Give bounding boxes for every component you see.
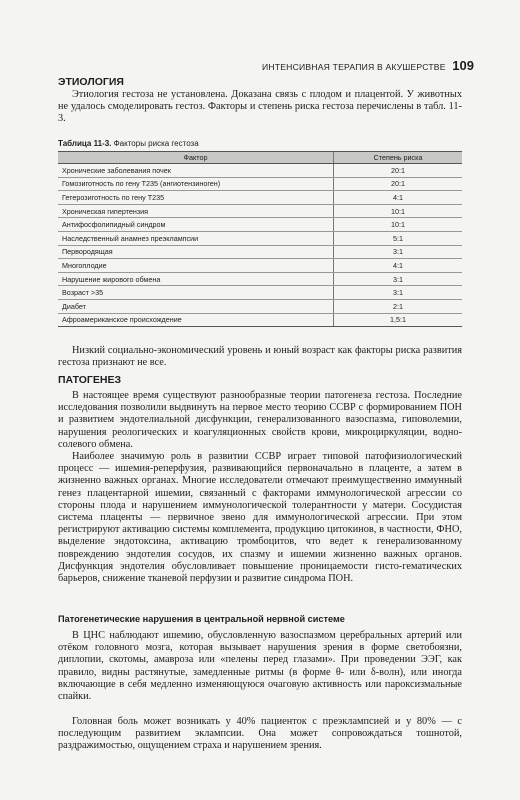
table-row bbox=[58, 245, 462, 259]
table-caption-label: Таблица 11-3. bbox=[58, 139, 112, 148]
running-header bbox=[262, 58, 474, 73]
cns-subheading: Патогенетические нарушения в центральной нервной системе bbox=[58, 614, 345, 624]
col-header-factor: Фактор bbox=[58, 152, 334, 164]
risk-cell: 2:1 bbox=[334, 299, 463, 313]
factor-cell: Хроническая гипертензия bbox=[58, 204, 334, 218]
table-row bbox=[58, 272, 462, 286]
factor-cell: Диабет bbox=[58, 299, 334, 313]
risk-cell: 4:1 bbox=[334, 259, 463, 273]
risk-cell: 4:1 bbox=[334, 191, 463, 205]
table-header-row bbox=[58, 152, 462, 164]
table-row bbox=[58, 191, 462, 205]
pathogenesis-paragraph-2: Наиболее значимую роль в развитии ССВР играет типовой патофизиологический процесс — ишемия-реперфузия, развивающийся первоначально в плаценте, а затем в жизненно важных органах. Многие исследователи отмечают преимущественно иммунный генез плацентарной ишемии, связанный с факторами иммунологической агрессии со стороны плода и нарушением иммунологической толерантности у матери. Сосудистая система плаценты — первичное звено для иммунологической агрессии. При этом регистрируют активацию системы комплемента, продукцию цитокинов, в частности, ФНО, выделение эндотоксина, активацию тромбоцитов, что ведет к генерализованному повреждению эндотелия сосудов, их спазму и ишемии жизненно важных органов. Дисфункция эндотелия обусловливает повышение проницаемости гисто-гематических барьеров, снижение тканевой перфузии и развитие синдрома ПОН. bbox=[58, 451, 462, 585]
table-caption bbox=[58, 139, 199, 148]
factor-cell: Афроамериканское происхождение bbox=[58, 313, 334, 327]
table-row bbox=[58, 299, 462, 313]
risk-cell: 20:1 bbox=[334, 164, 463, 178]
table-row bbox=[58, 231, 462, 245]
factor-cell: Первородящая bbox=[58, 245, 334, 259]
risk-cell: 10:1 bbox=[334, 204, 463, 218]
table-caption-text: Факторы риска гестоза bbox=[113, 139, 199, 148]
risk-cell: 3:1 bbox=[334, 245, 463, 259]
table-row bbox=[58, 259, 462, 273]
after-table-paragraph: Низкий социально-экономический уровень и юный возраст как факторы риска развития гестоза признают не все. bbox=[58, 345, 462, 369]
table-row bbox=[58, 177, 462, 191]
etiology-heading: ЭТИОЛОГИЯ bbox=[58, 76, 124, 88]
table-row bbox=[58, 313, 462, 327]
factor-cell: Антифосфолипидный синдром bbox=[58, 218, 334, 232]
risk-cell: 5:1 bbox=[334, 231, 463, 245]
factor-cell: Многоплодие bbox=[58, 259, 334, 273]
page-number: 109 bbox=[452, 58, 474, 73]
cns-paragraph-2: Головная боль может возникать у 40% пациенток с преэклампсией и у 80% — с последующим развитием эклампсии. Она может сопровождаться тошнотой, раздражимостью, ощущением страха и нарушением зрения. bbox=[58, 716, 462, 752]
table-row bbox=[58, 164, 462, 178]
risk-cell: 3:1 bbox=[334, 286, 463, 300]
risk-cell: 20:1 bbox=[334, 177, 463, 191]
table-row bbox=[58, 204, 462, 218]
factor-cell: Возраст >35 bbox=[58, 286, 334, 300]
header-title: ИНТЕНСИВНАЯ ТЕРАПИЯ В АКУШЕРСТВЕ bbox=[262, 62, 446, 72]
factor-cell: Гомозиготность по гену Т235 (ангиотензиноген) bbox=[58, 177, 334, 191]
table-row bbox=[58, 286, 462, 300]
table-row bbox=[58, 218, 462, 232]
risk-cell: 1,5:1 bbox=[334, 313, 463, 327]
risk-cell: 10:1 bbox=[334, 218, 463, 232]
risk-factors-table bbox=[58, 151, 462, 327]
pathogenesis-paragraph-1: В настоящее время существуют разнообразные теории патогенеза гестоза. Последние исследования позволили выдвинуть на первое место теорию ССВР с формированием ПОН и развитием эндотелиальной дисфункции, генерализованного вазоспазма, гиповолемии, нарушения реологических и коагуляционных свойств крови, микроциркуляции, водно-солевого обмена. bbox=[58, 390, 462, 450]
pathogenesis-heading: ПАТОГЕНЕЗ bbox=[58, 374, 122, 386]
factor-cell: Наследственный анамнез преэклампсии bbox=[58, 231, 334, 245]
factor-cell: Хронические заболевания почек bbox=[58, 164, 334, 178]
factor-cell: Гетерозиготность по гену Т235 bbox=[58, 191, 334, 205]
risk-cell: 3:1 bbox=[334, 272, 463, 286]
etiology-paragraph: Этиология гестоза не установлена. Доказана связь с плодом и плацентой. У животных не удалось смоделировать гестоз. Факторы и степень риска гестоза перечислены в табл. 11-3. bbox=[58, 89, 462, 125]
factor-cell: Нарушение жирового обмена bbox=[58, 272, 334, 286]
cns-paragraph-1: В ЦНС наблюдают ишемию, обусловленную вазоспазмом церебральных артерий или отёком головного мозга, которая вызывает нарушения зрения в форме светобоязни, диплопии, скотомы, амавроза или «пелены перед глазами». При проведении ЭЭГ, как правило, видны растянутые, замедленные ритмы (в форме θ- или δ-волн), или иногда включающие в себя медленно изменяющуюся очаговую активность или пароксизмальные спайки. bbox=[58, 630, 462, 703]
col-header-risk: Степень риска bbox=[334, 152, 463, 164]
